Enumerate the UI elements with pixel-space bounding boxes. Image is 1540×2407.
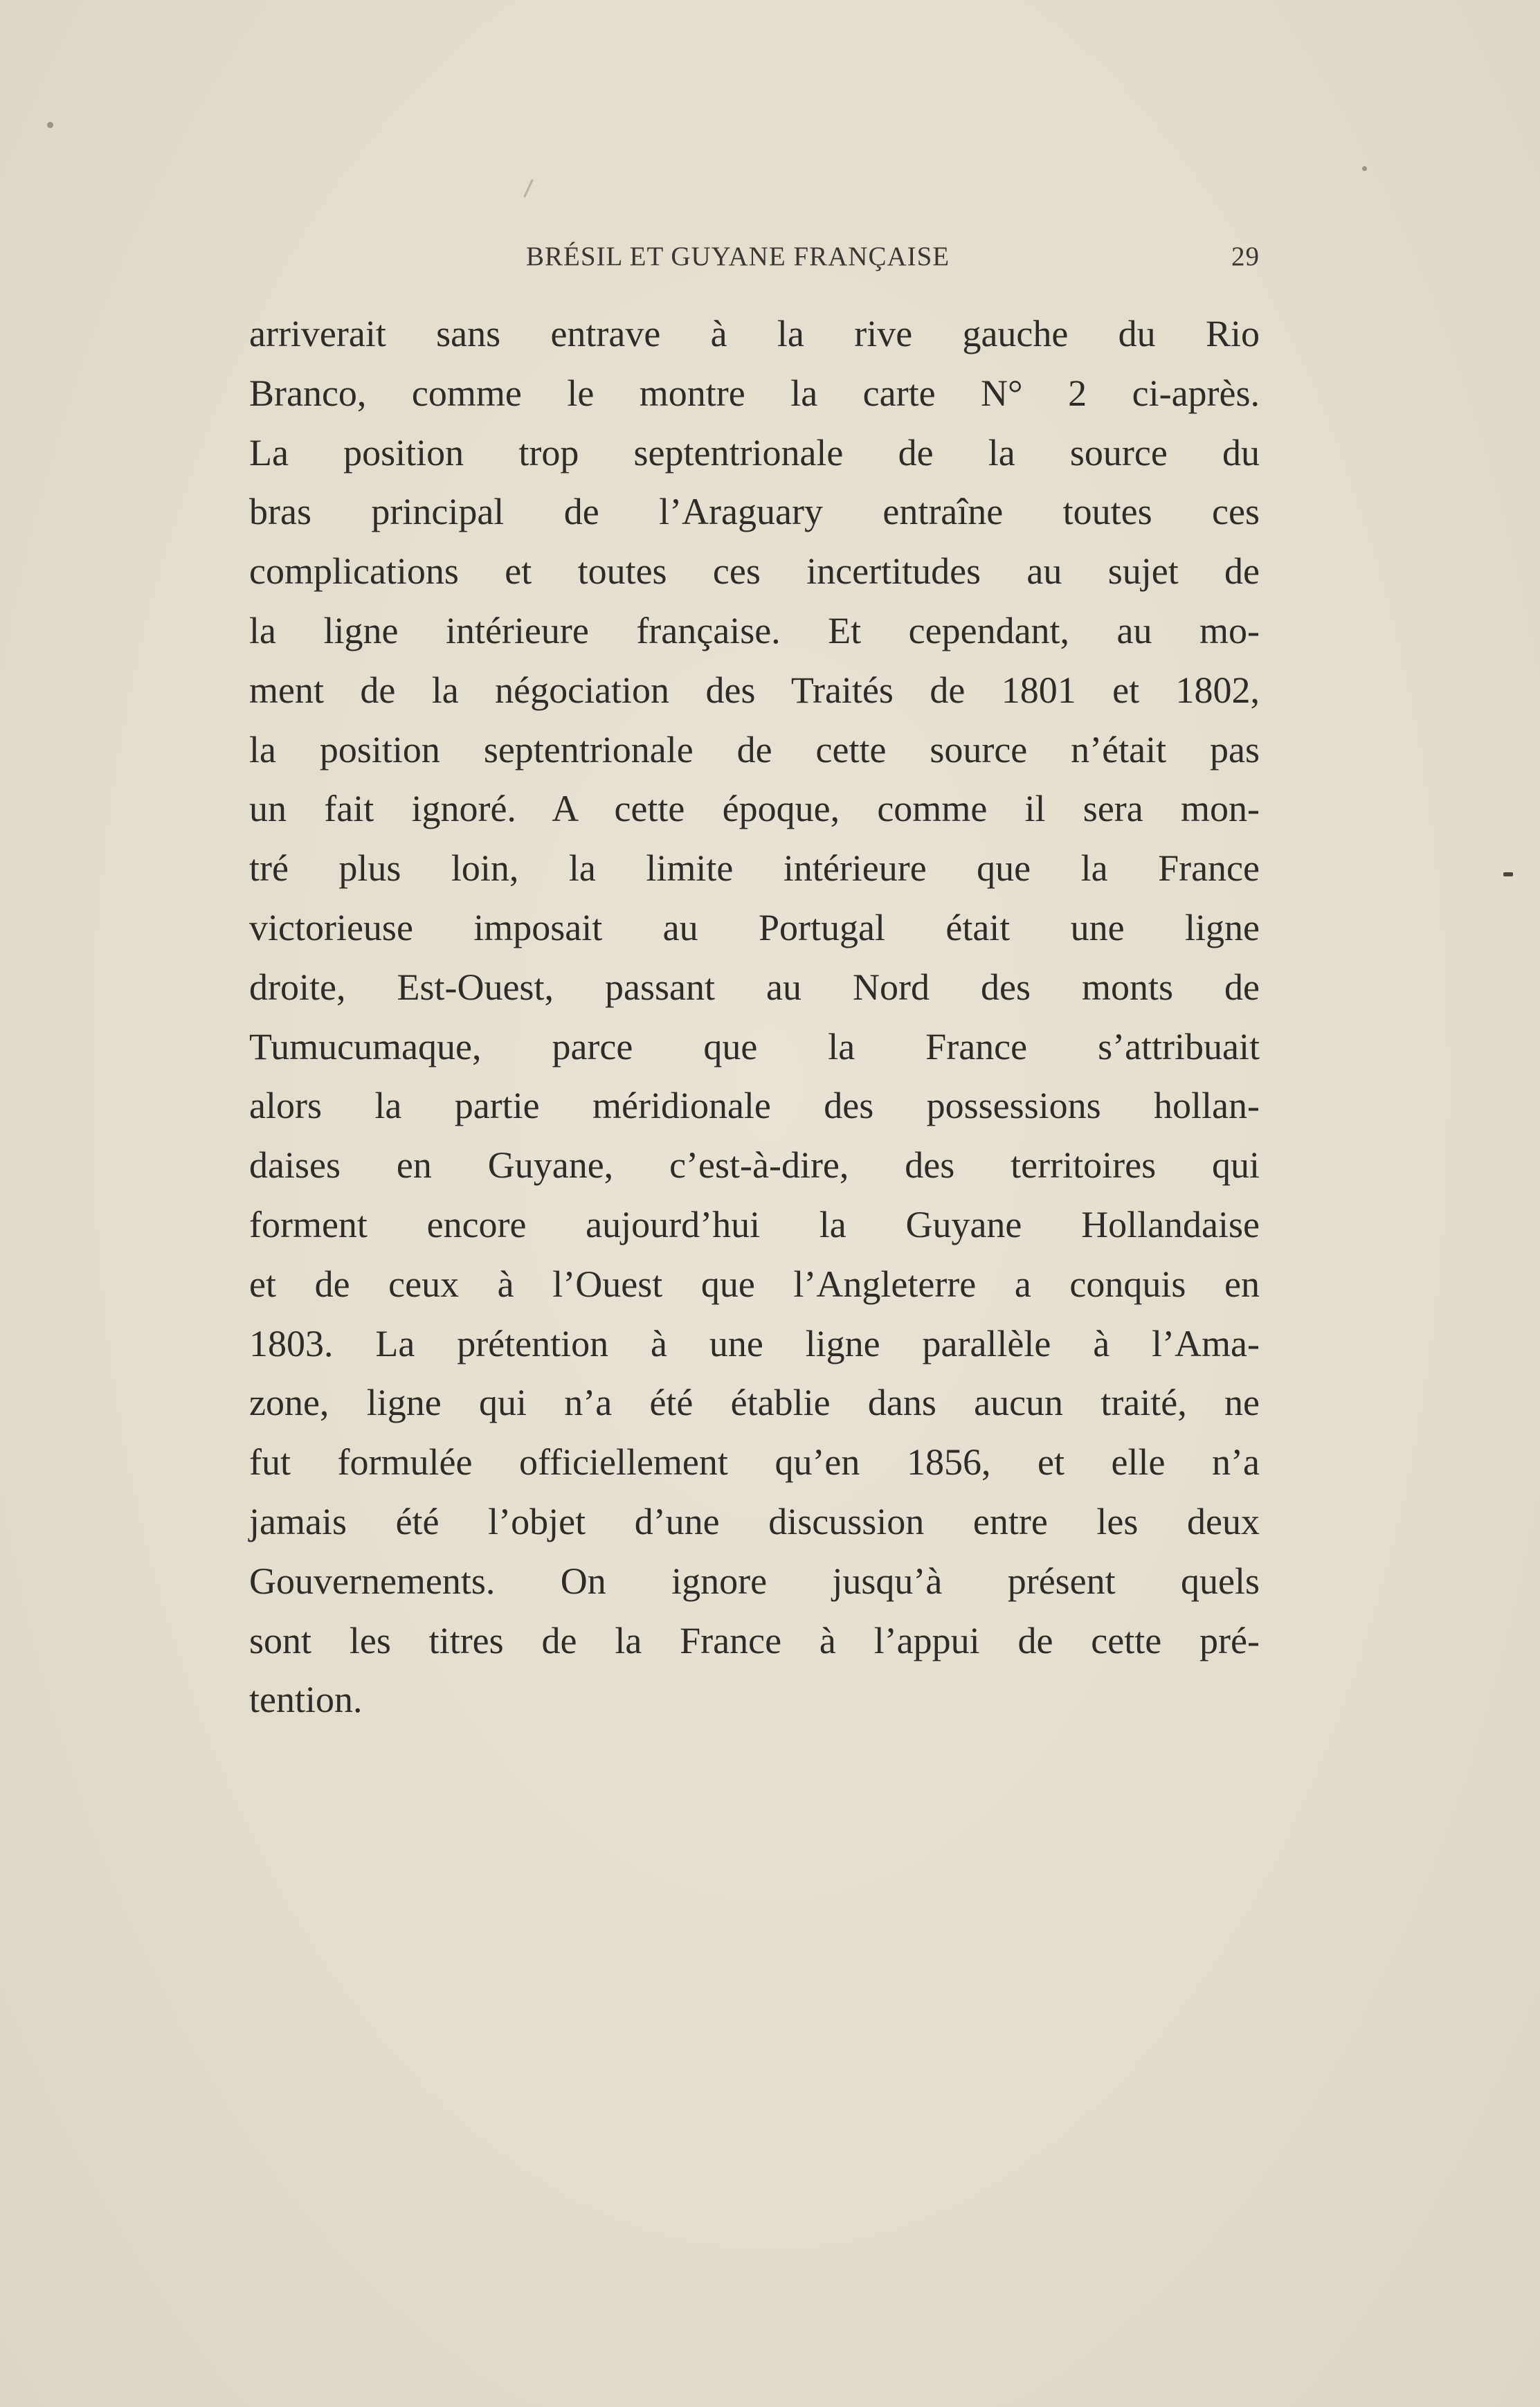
text-line: bras principal de l’Araguary entraîne toutes ces (249, 491, 1260, 533)
text-line: complications et toutes ces incertitudes au sujet de (249, 550, 1260, 593)
page-number: 29 (1231, 242, 1260, 271)
text-line: zone, ligne qui n’a été établie dans aucun traité, ne (249, 1382, 1260, 1424)
paper-speck (523, 179, 534, 198)
text-line: la ligne intérieure française. Et cependant, au mo- (249, 609, 1260, 651)
text-line: ment de la négociation des Traités de 1801 et 1802, (249, 669, 1260, 711)
running-title: BRÉSIL ET GUYANE FRANÇAISE (526, 242, 950, 271)
text-line: arriverait sans entrave à la rive gauche du Rio (249, 313, 1260, 354)
text-line: 1803. La prétention à une ligne parallèle à l’Ama- (249, 1322, 1260, 1364)
text-line: Gouvernements. On ignore jusqu’à présent quels (249, 1560, 1260, 1602)
text-line: Tumucumaque, parce que la France s’attribuait (249, 1025, 1260, 1067)
text-line: tré plus loin, la limite intérieure que la France (249, 847, 1260, 890)
text-line: tention. (249, 1679, 363, 1721)
text-line: un fait ignoré. A cette époque, comme il sera mon- (249, 788, 1260, 830)
text-line: et de ceux à l’Ouest que l’Angleterre a conquis en (249, 1263, 1260, 1305)
text-line: droite, Est-Ouest, passant au Nord des monts de (249, 966, 1260, 1008)
text-line: sont les titres de la France à l’appui de cette pré- (249, 1619, 1260, 1661)
text-line: alors la partie méridionale des possessions hollan- (249, 1085, 1260, 1127)
running-head (249, 241, 1260, 282)
text-line: la position septentrionale de cette source n’était pas (249, 728, 1260, 770)
text-line: fut formulée officiellement qu’en 1856, et elle n’a (249, 1441, 1260, 1484)
text-line: daises en Guyane, c’est-à-dire, des territoires qui (249, 1144, 1260, 1187)
text-line: victorieuse imposait au Portugal était une ligne (249, 906, 1260, 948)
paper-speck (47, 122, 53, 128)
text-line: Branco, comme le montre la carte N° 2 ci-après. (249, 372, 1260, 414)
text-line: La position trop septentrionale de la source du (249, 431, 1260, 474)
paper-speck (1362, 166, 1367, 171)
text-line: forment encore aujourd’hui la Guyane Hollandaise (249, 1203, 1260, 1245)
body-text (249, 305, 1260, 1730)
paper-speck (1503, 872, 1513, 876)
text-line: jamais été l’objet d’une discussion entre les deux (249, 1500, 1260, 1542)
